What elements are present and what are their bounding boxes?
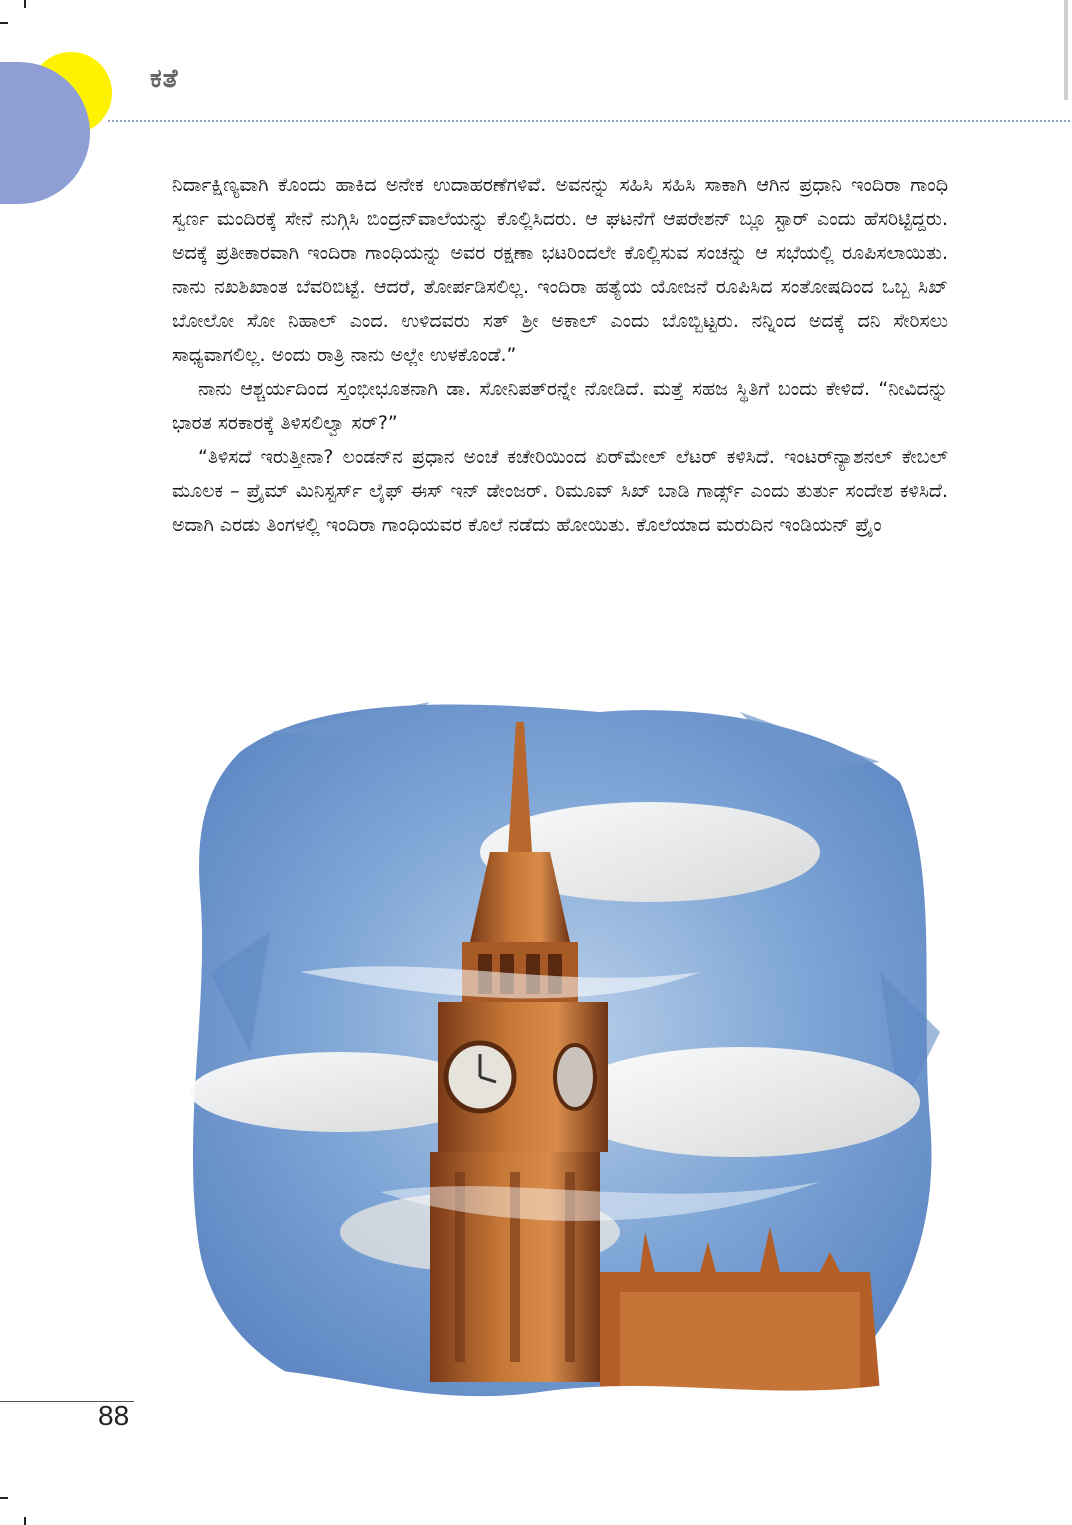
paragraph-3: “ತಿಳಿಸದೆ ಇರುತ್ತೀನಾ? ಲಂಡನ್‌ನ ಪ್ರಧಾನ ಅಂಚೆ ಕಚೇರಿಯಿಂದ ಏರ್‌ಮೇಲ್ ಲೆಟರ್ ಕಳಿಸಿದೆ. ಇಂಟರ್‌ನ್ಯಾಶನಲ್ ಕೇಬಲ್ ಮೂಲಕ – ಪ್ರೈಮ್ ಮಿನಿಸ್ಟರ್ಸ್ ಲೈಫ್ ಈಸ್ ಇನ್ ಡೇಂಜರ್. ರಿಮೂವ್ ಸಿಖ್ ಬಾಡಿ ಗಾರ್ಡ್ಸ್ ಎಂದು ತುರ್ತು ಸಂದೇಶ ಕಳಿಸಿದೆ. ಅದಾಗಿ ಎರಡು ತಿಂಗಳಲ್ಲಿ ಇಂದಿರಾ ಗಾಂಧಿಯವರ ಕೊಲೆ ನಡೆದು ಹೋಯಿತು. ಕೊಲೆಯಾದ ಮರುದಿನ ಇಂಡಿಯನ್ ಪ್ರೈಂ: [172, 446, 948, 536]
paragraph-1: ನಿರ್ದಾಕ್ಷಿಣ್ಯವಾಗಿ ಕೊಂದು ಹಾಕಿದ ಅನೇಕ ಉದಾಹರಣೆಗಳಿವೆ. ಅವನನ್ನು ಸಹಿಸಿ ಸಹಿಸಿ ಸಾಕಾಗಿ ಆಗಿನ ಪ್ರಧಾನಿ ಇಂದಿರಾ ಗಾಂಧಿ ಸ್ವರ್ಣ ಮಂದಿರಕ್ಕೆ ಸೇನೆ ನುಗ್ಗಿಸಿ ಬಿಂದ್ರನ್‌ವಾಲೆಯನ್ನು ಕೊಲ್ಲಿಸಿದರು. ಆ ಘಟನೆಗೆ ಆಪರೇಶನ್ ಬ್ಲೂ ಸ್ಟಾರ್ ಎಂದು ಹೆಸರಿಟ್ಟಿದ್ದರು. ಅದಕ್ಕೆ ಪ್ರತೀಕಾರವಾಗಿ ಇಂದಿರಾ ಗಾಂಧಿಯನ್ನು ಅವರ ರಕ್ಷಣಾ ಭಟರಿಂದಲೇ ಕೊಲ್ಲಿಸುವ ಸಂಚನ್ನು ಆ ಸಭೆಯಲ್ಲಿ ರೂಪಿಸಲಾಯಿತು. ನಾನು ನಖಶಿಖಾಂತ ಬೆವರಿಬಿಟ್ಟೆ. ಆದರೆ, ತೋರ್ಪಡಿಸಲಿಲ್ಲ. ಇಂದಿರಾ ಹತ್ಯೆಯ ಯೋಜನೆ ರೂಪಿಸಿದ ಸಂತೋಷದಿಂದ ಒಬ್ಬ ಸಿಖ್ ಬೋಲೋ ಸೋ ನಿಹಾಲ್ ಎಂದ. ಉಳಿದವರು ಸತ್ ಶ್ರೀ ಅಕಾಲ್ ಎಂದು ಬೊಬ್ಬಿಟ್ಟರು. ನನ್ನಿಂದ ಅದಕ್ಕೆ ದನಿ ಸೇರಿಸಲು ಸಾಧ್ಯವಾಗಲಿಲ್ಲ. ಅಂದು ರಾತ್ರಿ ನಾನು ಅಲ್ಲೇ ಉಳಕೊಂಡೆ.”: [172, 174, 948, 366]
crop-mark-left-bottom: [0, 1497, 8, 1499]
crop-mark-left-top: [0, 22, 8, 24]
right-edge-rule: [1064, 0, 1068, 100]
big-ben-illustration: [180, 672, 950, 1432]
section-title: ಕತೆ: [150, 64, 179, 94]
crop-mark-bottom-left: [24, 1517, 26, 1525]
page-number: 88: [98, 1400, 130, 1431]
story-body: [172, 168, 948, 542]
paragraph-2: ನಾನು ಆಶ್ಚರ್ಯದಿಂದ ಸ್ತಂಭೀಭೂತನಾಗಿ ಡಾ. ಸೋನಿಪತ್‌ರನ್ನೇ ನೋಡಿದೆ. ಮತ್ತೆ ಸಹಜ ಸ್ಥಿತಿಗೆ ಬಂದು ಕೇಳಿದೆ. “ನೀವಿದನ್ನು ಭಾರತ ಸರಕಾರಕ್ಕೆ ತಿಳಿಸಲಿಲ್ವಾ ಸರ್?”: [172, 378, 948, 434]
header-dotted-rule: [108, 120, 1070, 122]
crop-mark-top-left: [24, 0, 26, 8]
